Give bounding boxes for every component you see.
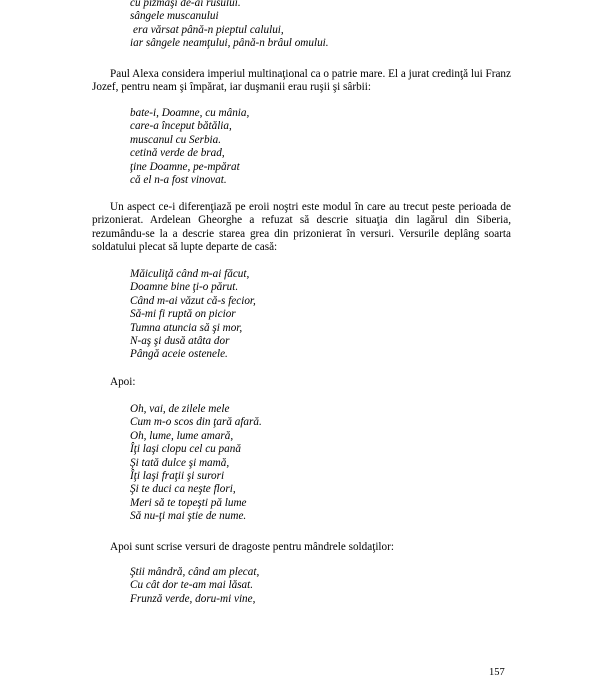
- label-apoi-dragoste: Apoi sunt scrise versuri de dragoste pentru mândrele soldaţilor:: [110, 541, 394, 553]
- verse-line: Şi te duci ca neşte flori,: [130, 483, 236, 496]
- verse-line: Oh, vai, de zilele mele: [130, 403, 230, 415]
- paragraph-text: Paul Alexa considera imperiul multinaţional ca o patrie mare. El a jurat credinţă lui Franz Jozef, pentru neam şi împărat, iar duşmanii erau ruşii şi sârbii:: [92, 68, 511, 94]
- verse-line: ţine Doamne, pe-mpărat: [130, 160, 240, 173]
- verse-line: Cum m-o scos din ţară afară.: [130, 416, 262, 429]
- verse-line: sângele muscanului: [130, 10, 219, 23]
- verse-line: Ştii mândră, când am plecat,: [130, 566, 260, 578]
- verse-line: că el n-a fost vinovat.: [130, 174, 227, 187]
- label-apoi: Apoi:: [110, 376, 136, 388]
- verse-line: Tumna atuncia să şi mor,: [130, 321, 243, 334]
- verse-line: muscanul cu Serbia.: [130, 133, 222, 146]
- verse-line: Doamne bine ţi-o părut.: [130, 281, 239, 294]
- verse-line: Şi tată dulce şi mamă,: [130, 456, 230, 469]
- verse-line: Oh, lume, lume amară,: [130, 429, 234, 442]
- verse-line: Când m-ai văzut că-s fecior,: [130, 294, 256, 307]
- verse-line: cetină verde de brad,: [130, 147, 225, 160]
- verse-block-vai: [130, 403, 262, 524]
- verse-block-top: [130, 0, 329, 51]
- verse-line: Cu cât dor te-am mai lăsat.: [130, 579, 254, 592]
- verse-line: iar sângele neamţului, până-n brâul omului.: [130, 37, 329, 50]
- verse-line: Îţi laşi clopu cel cu pană: [130, 443, 241, 456]
- verse-line: Îţi laşi fraţii şi surori: [130, 470, 225, 483]
- verse-line: era vărsat până-n pieptul calului,: [133, 23, 284, 36]
- paragraph-text: Un aspect ce-i diferenţiază pe eroii noştri este modul în care au trecut peste perioada de prizonierat. Ardelean Gheorghe a refuzat să descrie situaţia din lagărul din Siberia, rezumându-se la a descrie starea grea din prizonierat în versuri. Versurile deplâng soarta soldatului plecat să lupte departe de casă:: [92, 201, 511, 254]
- verse-line: Pângă aceie ostenele.: [130, 348, 228, 361]
- verse-line: Să nu-ţi mai ştie de nume.: [130, 510, 247, 523]
- verse-block-mandra: [130, 566, 259, 606]
- paragraph-imperiu: [92, 68, 511, 95]
- verse-line: cu pizmaşi de-ai rusului.: [130, 0, 241, 9]
- verse-line: Meri să te topeşti pă lume: [130, 496, 247, 509]
- verse-line: Frunză verde, doru-mi vine,: [130, 592, 256, 605]
- page-number: 157: [489, 667, 505, 678]
- paragraph-prizonierat: [92, 201, 511, 255]
- verse-block-mania: [130, 107, 249, 187]
- verse-block-maiculita: [130, 268, 256, 362]
- verse-line: care-a început bătălia,: [130, 120, 232, 133]
- verse-line: Măiculiţă când m-ai făcut,: [130, 268, 250, 280]
- verse-line: N-aş şi dusă atâta dor: [130, 335, 230, 348]
- verse-line: bate-i, Doamne, cu mânia,: [130, 107, 250, 119]
- verse-line: Să-mi fi ruptă on picior: [130, 308, 236, 321]
